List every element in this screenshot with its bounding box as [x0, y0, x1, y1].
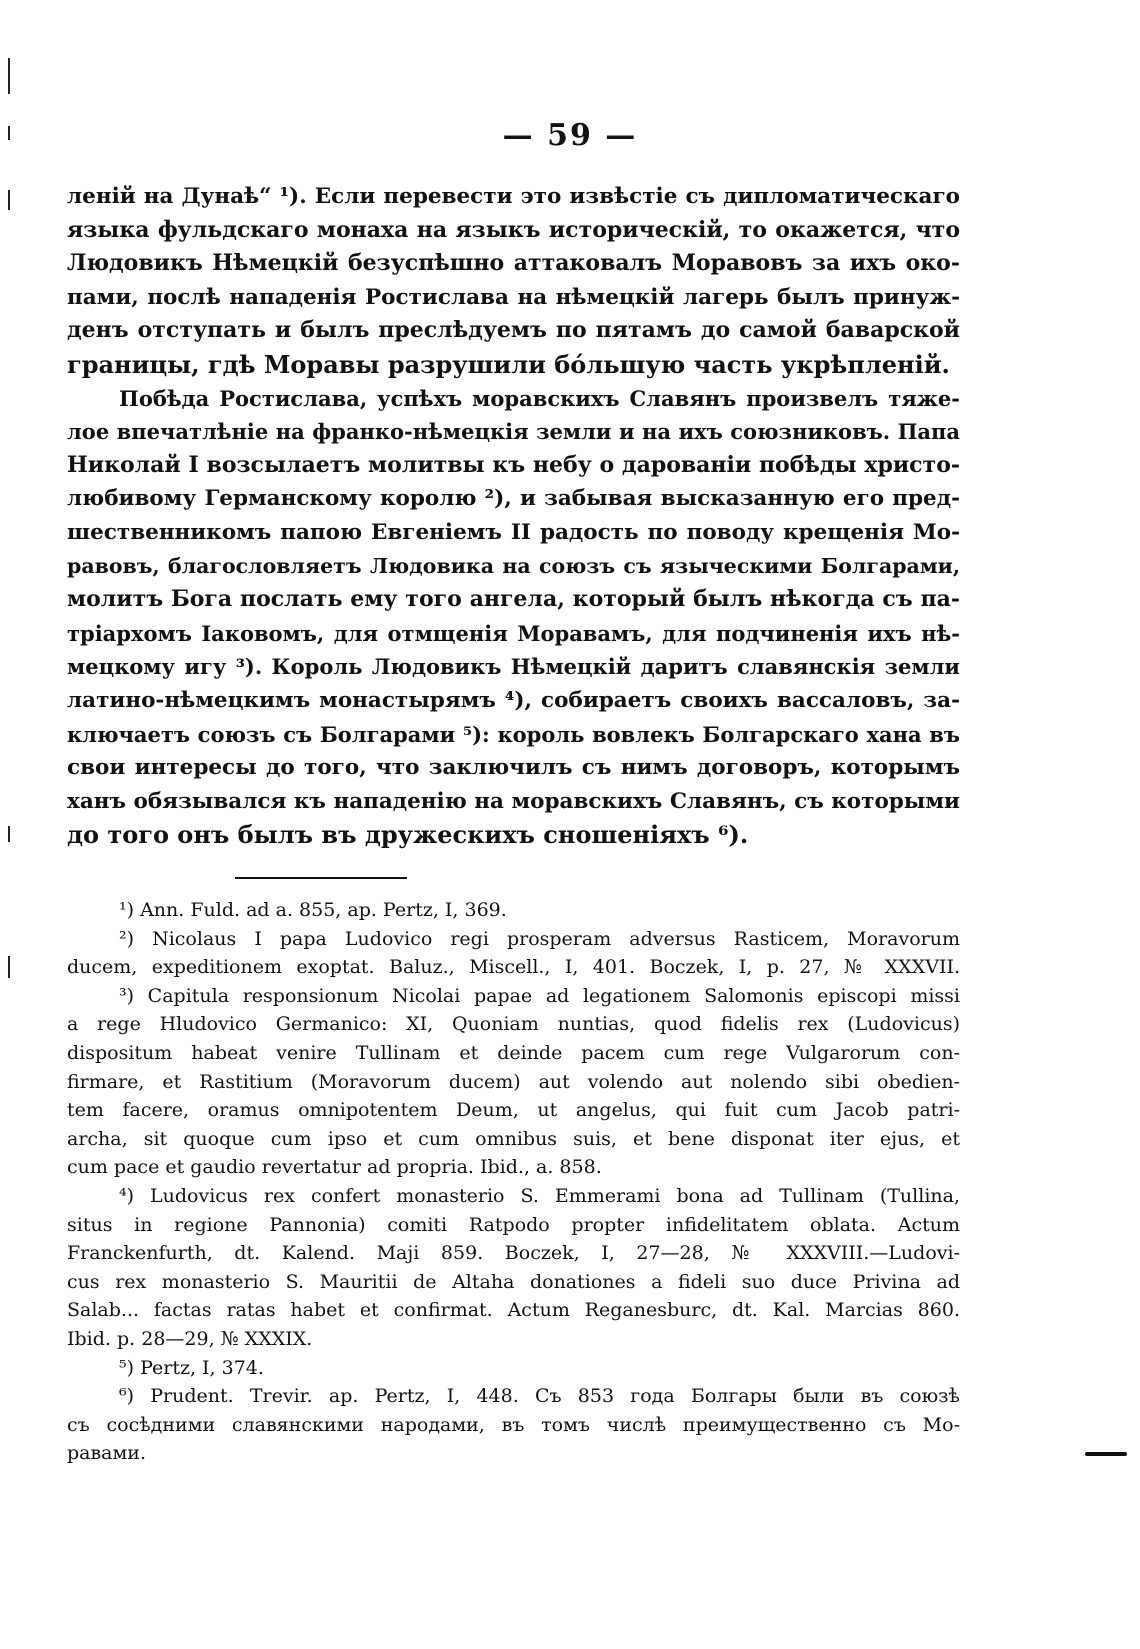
footnote-line: situs in regione Pannonia) comiti Ratpodo propter infidelitatem oblata. Actum: [67, 1213, 960, 1236]
footnote-line: съ сосѣдними славянскими народами, въ томъ числѣ преимущественно съ Мо-: [67, 1413, 960, 1436]
footnote-line: Franckenfurth, dt. Kalend. Maji 859. Boczek, I, 27—28, № XXXVIII.—Ludovi-: [67, 1242, 960, 1265]
text-line: лое впечатлѣніе на франко-нѣмецкія земли и на ихъ союзниковъ. Папа: [67, 419, 960, 445]
footnote-line: равами.: [67, 1442, 146, 1465]
text-line: пами, послѣ нападенія Ростислава на нѣмецкій лагерь былъ принуж-: [67, 284, 960, 310]
left-margin-mark: [8, 956, 10, 978]
left-margin-mark: [8, 190, 10, 210]
footnote-line: ducem, expeditionem exoptat. Baluz., Miscell., I, 401. Boczek, I, p. 27, № XXXVII.: [67, 956, 960, 979]
text-line: денъ отступать и былъ преслѣдуемъ по пятамъ до самой баварской: [67, 317, 960, 344]
left-margin-mark: [8, 58, 10, 94]
text-line: языка фульдскаго монаха на языкъ историческій, то окажется, что: [67, 216, 960, 243]
footnote-line: Ibid. p. 28—29, № XXXIX.: [67, 1327, 313, 1350]
footnote-line: ⁵) Pertz, I, 374.: [119, 1356, 264, 1379]
text-line: латино-нѣмецкимъ монастырямъ ⁴), собираетъ своихъ вассаловъ, за-: [67, 687, 960, 713]
page-number: — 59 —: [502, 118, 638, 153]
footnote-separator: [235, 877, 407, 879]
text-line: Побѣда Ростислава, успѣхъ моравскихъ Славянъ произвелъ тяже-: [119, 385, 960, 411]
text-line: леній на Дунаѣ“ ¹). Если перевести это извѣстіе съ дипломатическаго: [67, 184, 960, 209]
text-line: Людовикъ Нѣмецкій безуспѣшно аттаковалъ Моравовъ за ихъ око-: [67, 250, 960, 277]
footnote-line: tem facere, oramus omnipotentem Deum, ut angelus, qui fuit cum Jacob patri-: [67, 1099, 960, 1122]
footnote-line: archa, sit quoque cum ipso et cum omnibus suis, et bene disponat iter ejus, et: [67, 1127, 960, 1150]
footnote-line: ³) Capitula responsionum Nicolai papae ad legationem Salomonis episcopi missi: [119, 984, 960, 1007]
left-margin-mark: [8, 826, 10, 842]
text-line: любивому Германскому королю ²), и забывая высказанную его пред-: [67, 486, 960, 512]
footnote-line: ²) Nicolaus I papa Ludovico regi prosperam adversus Rasticem, Moravorum: [119, 927, 960, 950]
text-line: ханъ обязывался къ нападенію на моравскихъ Славянъ, съ которыми: [67, 788, 960, 814]
footnote-line: cum pace et gaudio revertatur ad propria. Ibid., a. 858.: [67, 1156, 602, 1179]
footnote-line: ⁴) Ludovicus rex confert monasterio S. Emmerami bona ad Tullinam (Tullina,: [119, 1184, 960, 1207]
text-line: до того онъ былъ въ дружескихъ сношеніяхъ ⁶).: [67, 820, 749, 850]
text-line: тріархомъ Іаковомъ, для отмщенія Моравамъ, для подчиненія ихъ нѣ-: [67, 620, 960, 646]
right-margin-dash: [1085, 1452, 1127, 1456]
text-line: мецкому игу ³). Король Людовикъ Нѣмецкій даритъ славянскія земли: [67, 654, 960, 680]
footnote-line: dispositum habeat venire Tullinam et deinde pacem cum rege Vulgarorum con-: [67, 1041, 960, 1064]
text-line: границы, гдѣ Моравы разрушили бо́льшую часть укрѣпленій.: [67, 349, 950, 379]
text-line: шественникомъ папою Евгеніемъ II радость по поводу крещенія Мо-: [67, 519, 960, 545]
text-line: ключаетъ союзъ съ Болгарами ⁵): король вовлекъ Болгарскаго хана въ: [67, 721, 960, 747]
main-text: [67, 180, 960, 852]
footnote-line: firmare, et Rastitium (Moravorum ducem) aut volendo aut nolendo sibi obedien-: [67, 1070, 960, 1093]
footnote-line: a rege Hludovico Germanico: XI, Quoniam nuntias, quod fidelis rex (Ludovicus): [67, 1013, 960, 1036]
footnote-line: cus rex monasterio S. Mauritii de Altaha donationes a fideli suo duce Privina ad: [67, 1270, 960, 1293]
footnote-line: Salab... factas ratas habet et confirmat. Actum Reganesburc, dt. Kal. Marcias 860.: [67, 1299, 960, 1322]
text-line: Николай I возсылаетъ молитвы къ небу о дарованіи побѣды христо-: [67, 451, 960, 478]
footnote-line: ⁶) Prudent. Trevir. ap. Pertz, I, 448. Съ 853 года Болгары были въ союзѣ: [119, 1385, 960, 1408]
text-line: свои интересы до того, что заключилъ съ нимъ договоръ, которымъ: [67, 755, 960, 781]
footnotes: [67, 896, 960, 1468]
text-line: равовъ, благословляетъ Людовика на союзъ съ языческими Болгарами,: [67, 553, 960, 578]
footnote-line: ¹) Ann. Fuld. ad a. 855, ap. Pertz, I, 369.: [119, 899, 507, 921]
text-line: молитъ Бога послать ему того ангела, который былъ нѣкогда съ па-: [67, 586, 960, 613]
